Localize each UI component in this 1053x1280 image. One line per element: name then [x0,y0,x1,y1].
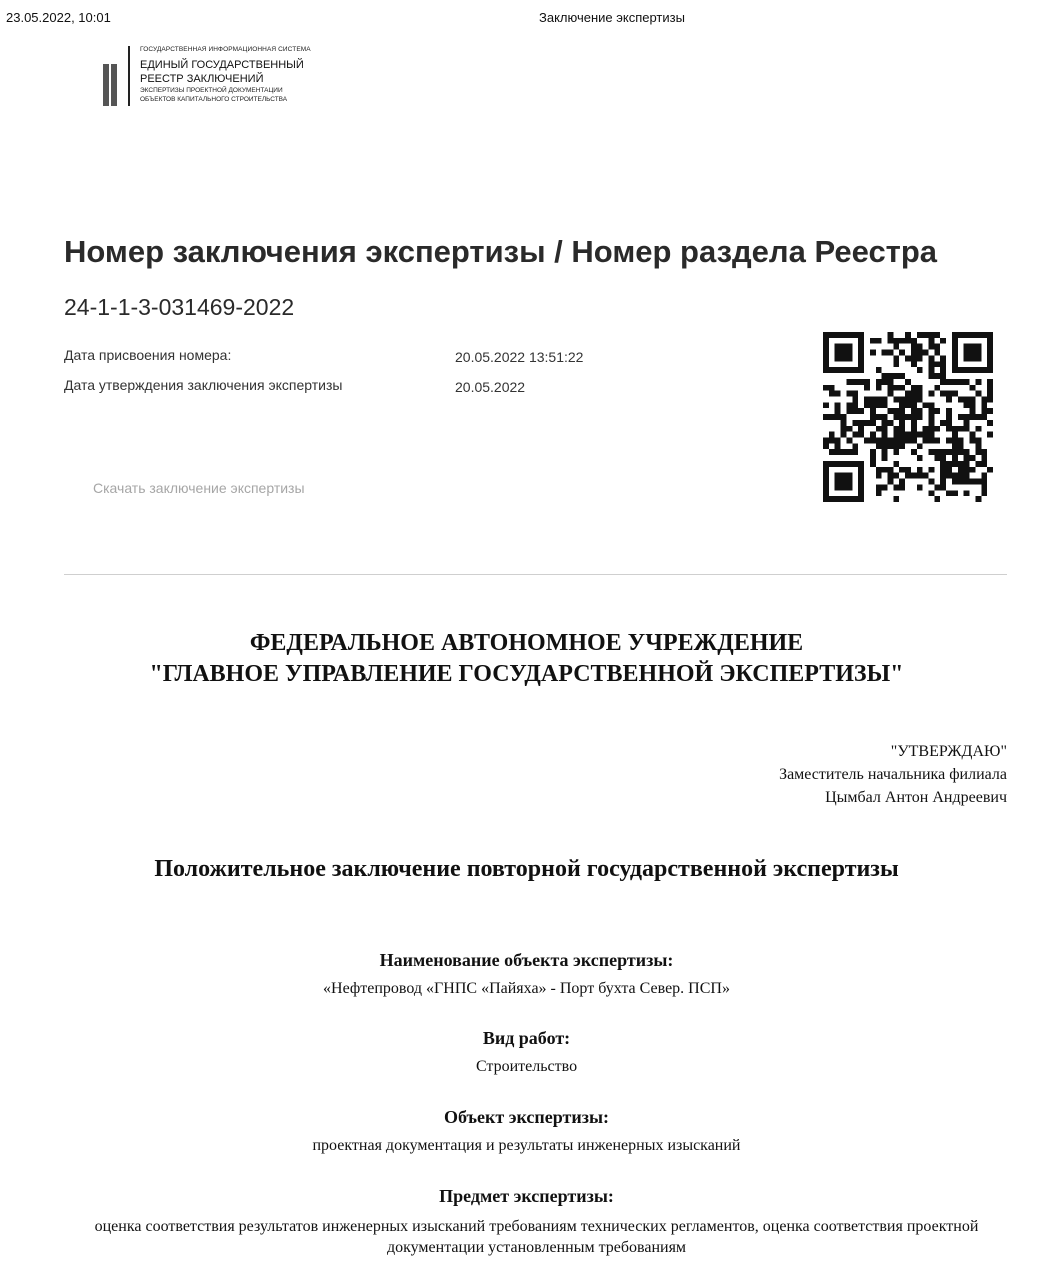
approver-position: Заместитель начальника филиала [779,766,1007,783]
registry-number: 24-1-1-3-031469-2022 [64,294,295,320]
approval-date-value: 20.05.2022 [455,379,526,395]
logo-emblem-icon [103,64,117,106]
approval-date-label: Дата утверждения заключения экспертизы [64,377,343,393]
expertise-subject-heading: Предмет экспертизы: [439,1186,614,1206]
object-name-heading: Наименование объекта экспертизы: [379,950,674,970]
logo-line-1: ГОСУДАРСТВЕННАЯ ИНФОРМАЦИОННАЯ СИСТЕМА [140,46,311,53]
print-page-title: Заключение экспертизы [539,10,685,25]
qr-code-icon [823,332,993,502]
logo-line-5: ОБЪЕКТОВ КАПИТАЛЬНОГО СТРОИТЕЛЬСТВА [140,96,288,103]
expertise-subject-value: оценка соответствия результатов инженерных изысканий требованиям технических регламентов, оценка соответствия проектной документации установленным требованиям [94,1218,979,1256]
logo-line-2: ЕДИНЫЙ ГОСУДАРСТВЕННЫЙ [140,59,304,71]
print-datetime: 23.05.2022, 10:01 [6,10,111,25]
logo-line-4: ЭКСПЕРТИЗЫ ПРОЕКТНОЙ ДОКУМЕНТАЦИИ [140,87,283,94]
work-type-value: Строительство [475,1058,578,1075]
object-name-value: «Нефтепровод «ГНПС «Пайяха» - Порт бухта Север. ПСП» [323,980,730,997]
approver-name: Цымбал Антон Андреевич [825,789,1007,806]
logo-line-3: РЕЕСТР ЗАКЛЮЧЕНИЙ [140,73,264,85]
download-conclusion-link[interactable]: Скачать заключение экспертизы [93,480,305,496]
document-title: Положительное заключение повторной государственной экспертизы [154,856,899,882]
work-type-heading: Вид работ: [482,1028,571,1048]
assign-date-label: Дата присвоения номера: [64,347,232,363]
section-divider [64,574,1007,575]
assign-date-value: 20.05.2022 13:51:22 [455,349,584,365]
approval-stamp: "УТВЕРЖДАЮ" [890,743,1007,760]
approval-block [779,740,1007,809]
expertise-object-value: проектная документация и результаты инженерных изысканий [312,1137,741,1154]
logo-divider [128,46,130,106]
registry-logo[interactable] [103,46,343,110]
org-name-line-2: "ГЛАВНОЕ УПРАВЛЕНИЕ ГОСУДАРСТВЕННОЙ ЭКСПЕРТИЗЫ" [149,661,904,687]
page-title: Номер заключения экспертизы / Номер раздела Реестра [64,234,938,269]
expertise-object-heading: Объект экспертизы: [443,1107,610,1127]
org-name-line-1: ФЕДЕРАЛЬНОЕ АВТОНОМНОЕ УЧРЕЖДЕНИЕ [249,630,804,656]
